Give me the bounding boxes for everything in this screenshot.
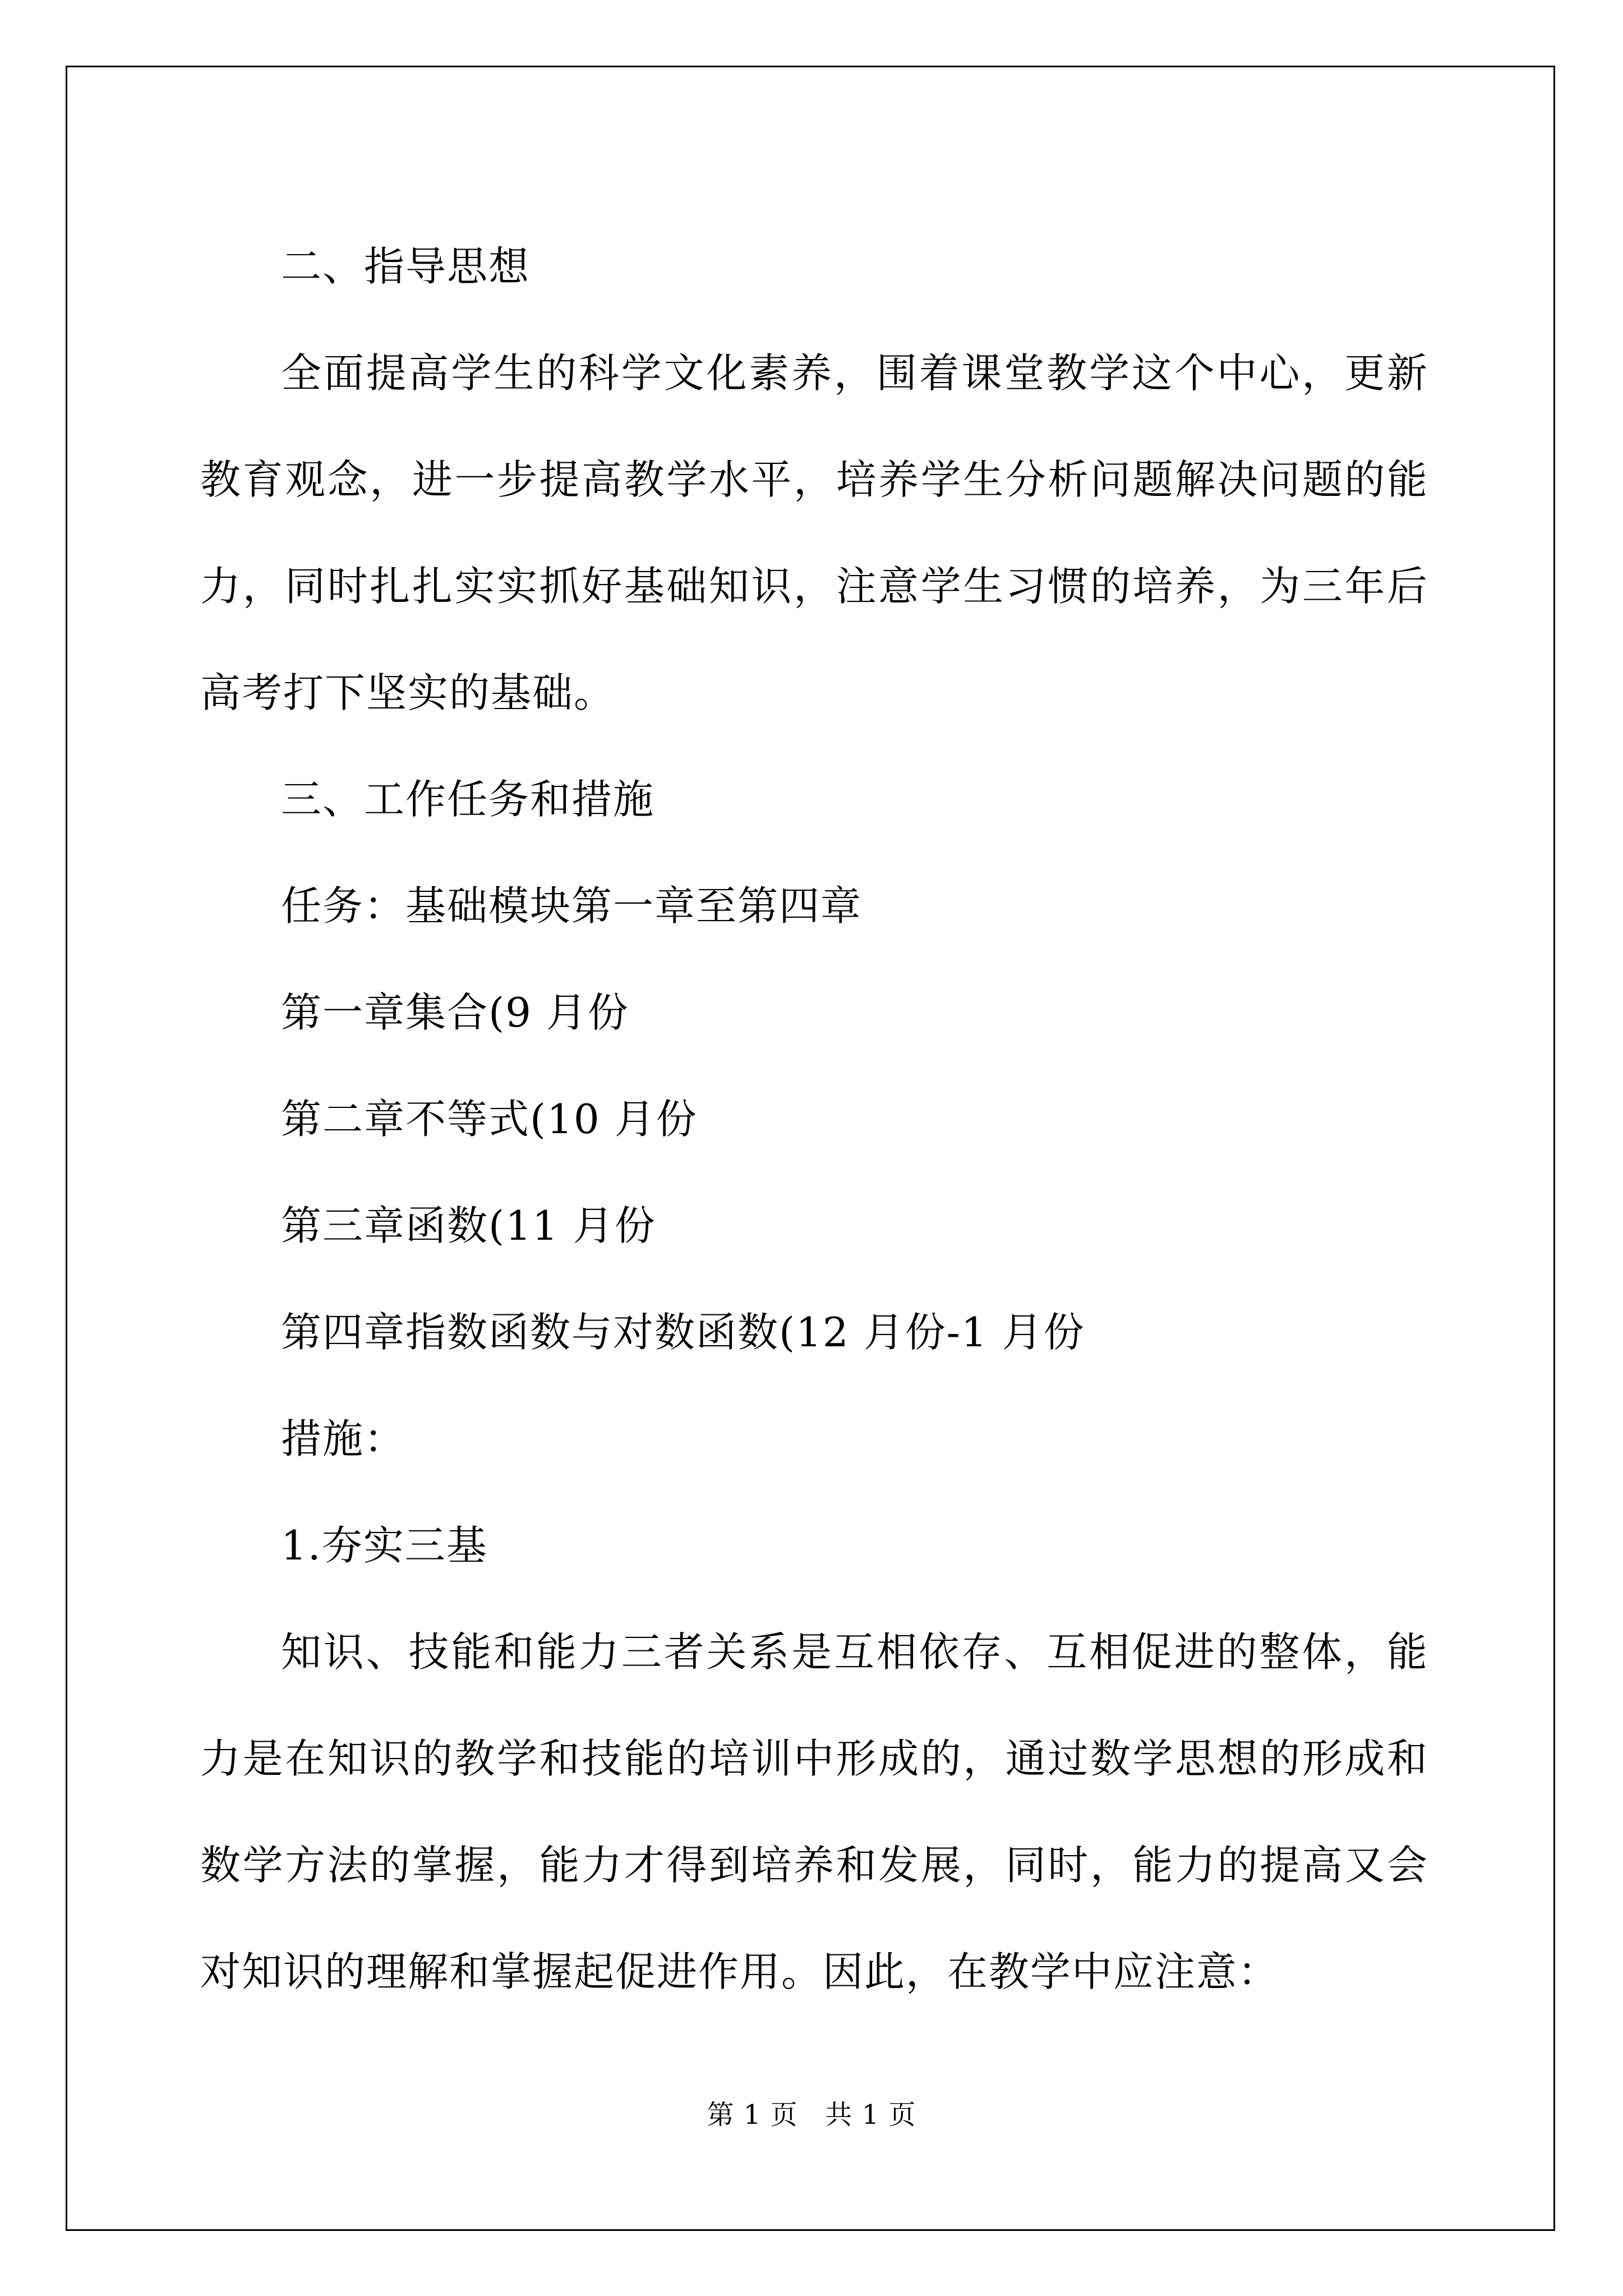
- footer-separator: [798, 2099, 826, 2131]
- paragraph-guiding-ideology: 全面提高学生的科学文化素养，围着课堂教学这个中心，更新教育观念，进一步提高教学水平，培养学生分析问题解决问题的能力，同时扎扎实实抓好基础知识，注意学生习惯的培养，为三年后高考打下坚实的基础。: [200, 349, 1428, 716]
- task-summary: 任务：基础模块第一章至第四章: [281, 882, 863, 930]
- page-number: 第 1 页: [707, 2099, 798, 2131]
- chapter-4-item: 第四章指数函数与对数函数(12 月份-1 月份: [281, 1309, 1085, 1356]
- page-total: 共 1 页: [825, 2099, 916, 2131]
- document-body: [200, 213, 1428, 2025]
- chapter-1-item: 第一章集合(9 月份: [281, 989, 629, 1036]
- chapter-2-item: 第二章不等式(10 月份: [281, 1096, 698, 1143]
- heading-guiding-ideology: 二、指导思想: [281, 243, 531, 290]
- measures-label: 措施：: [281, 1415, 406, 1462]
- measure-1-heading: 1.夯实三基: [281, 1522, 488, 1569]
- paragraph-knowledge-skills: 知识、技能和能力三者关系是互相依存、互相促进的整体，能力是在知识的教学和技能的培训中形成的，通过数学思想的形成和数学方法的掌握，能力才得到培养和发展，同时，能力的提高又会对知识的理解和掌握起促进作用。因此，在教学中应注意：: [200, 1628, 1428, 1995]
- page-footer: [0, 2098, 1623, 2132]
- heading-tasks-and-measures: 三、工作任务和措施: [281, 776, 655, 823]
- chapter-3-item: 第三章函数(11 月份: [281, 1202, 656, 1249]
